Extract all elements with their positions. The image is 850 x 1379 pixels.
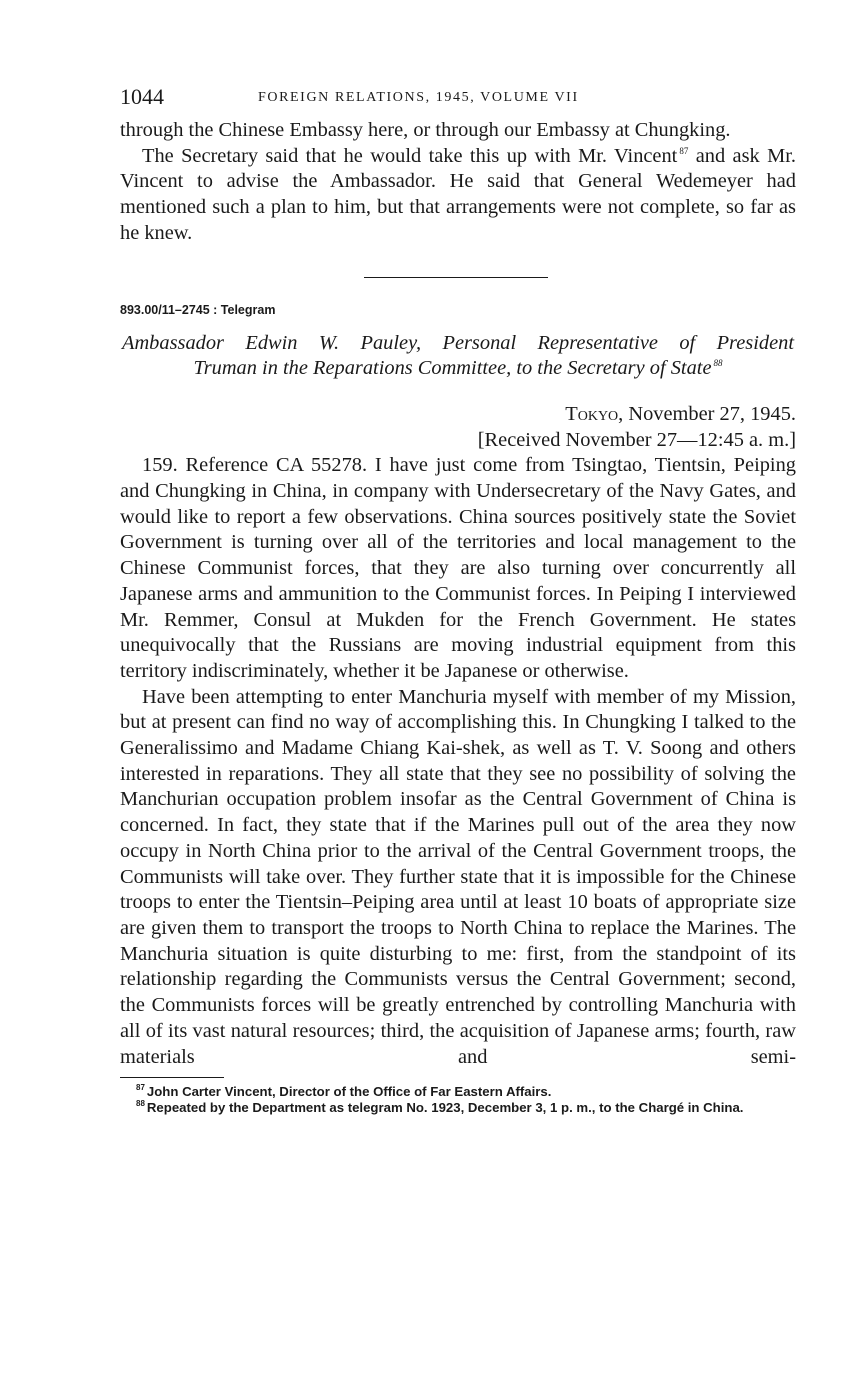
paragraph-secretary-rest: and ask Mr. Vincent to advise the Ambassador. He said that General Wedemeyer had mentioned such a plan to him, but that arrangements were not complete, so far as he knew. xyxy=(120,144,796,244)
footnote-divider xyxy=(120,1077,224,1078)
footnote-87-marker: 87 xyxy=(136,1083,145,1093)
document-title-line1: Ambassador Edwin W. Pauley, Personal Representative of President xyxy=(122,331,794,354)
footnote-87-text: John Carter Vincent, Director of the Office of Far Eastern Affairs. xyxy=(146,1084,552,1100)
footnote-ref-87: 87 xyxy=(679,145,689,156)
file-reference: 893.00/11–2745 : Telegram xyxy=(120,302,276,317)
dateline-date: November 27, 1945. xyxy=(623,402,796,425)
dateline-place: Tokyo, xyxy=(565,402,624,425)
section-divider xyxy=(364,277,548,278)
footnote-88-marker: 88 xyxy=(136,1098,145,1108)
footnote-87 xyxy=(120,1084,796,1100)
document-page xyxy=(120,84,796,1115)
running-head: FOREIGN RELATIONS, 1945, VOLUME VII xyxy=(258,90,579,105)
paragraph-continuation: through the Chinese Embassy here, or through our Embassy at Chungking. xyxy=(120,119,731,141)
telegram-paragraph-1: 159. Reference CA 55278. I have just come from Tsingtao, Tientsin, Peiping and Chungking in China, in company with Undersecretary of the Navy Gates, and would like to report a few observations. China sources positively state the Soviet Government is turning over all of the territories and local management to the Chinese Communist forces, that they are also turning over concurrently all Japanese arms and ammunition to the Communist forces. In Peiping I interviewed Mr. Remmer, Consul at Mukden for the French Government. He states unequivocally that the Russians are moving industrial equipment from this territory indiscriminately, whether it be Japanese or otherwise. xyxy=(120,454,796,682)
dateline xyxy=(120,402,796,428)
footnote-88-text: Repeated by the Department as telegram No. 1923, December 3, 1 p. m., to the Chargé in China. xyxy=(146,1099,744,1115)
document-title-line2 xyxy=(122,356,794,382)
footnote-88 xyxy=(120,1100,796,1116)
telegram-paragraph-2: Have been attempting to enter Manchuria myself with member of my Mission, but at present can find no way of accomplishing this. In Chungking I talked to the Generalissimo and Madame Chiang Kai-shek, as well as T. V. Soong and others interested in reparations. They all state that they see no possibility of solving the Manchurian occupation problem insofar as the Central Government of China is concerned. In fact, they state that if the Marines pull out of the area they now occupy in North China prior to the arrival of the Central Government troops, the Communists will take over. They further state that it is impossible for the Chinese troops to enter the Tientsin–Peiping area until at least 10 boats of appropriate size are given them to transport the troops to North China to replace the Marines. The Manchuria situation is quite disturbing to me: first, from the standpoint of its relationship regarding the Communists versus the Central Government; second, the Communists forces will be greatly entrenched by controlling Manchuria with all of its vast natural resources; third, the acquisition of Japanese arms; fourth, raw materials and semi- xyxy=(120,685,796,1068)
page-header xyxy=(120,84,796,118)
paragraph-secretary xyxy=(120,144,796,247)
document-title-line2-text: Truman in the Reparations Committee, to the Secretary of State xyxy=(193,357,712,380)
footnote-ref-88: 88 xyxy=(713,358,723,369)
paragraph-secretary-line1: The Secretary said that he would take this up with Mr. Vincent xyxy=(142,144,678,167)
document-title xyxy=(120,331,796,382)
page-number: 1044 xyxy=(120,84,164,109)
received-line: [Received November 27—12:45 a. m.] xyxy=(477,428,796,451)
footnotes xyxy=(120,1084,796,1115)
